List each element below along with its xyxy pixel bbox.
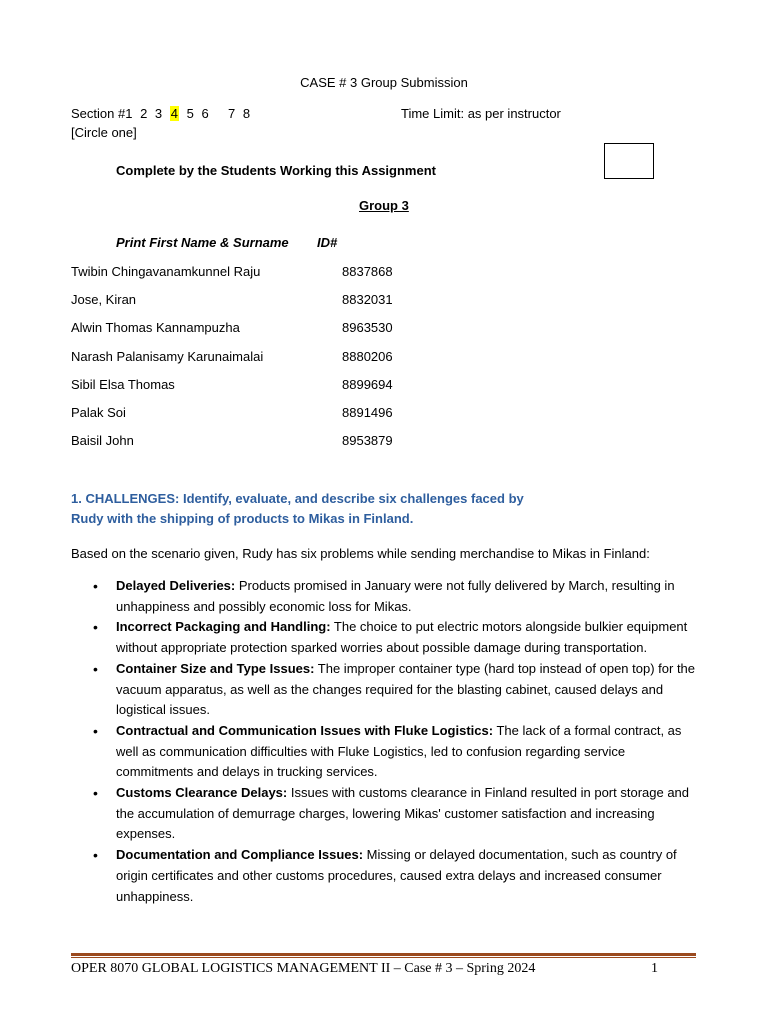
section-option-3: 3: [154, 106, 163, 121]
section-option-8: 8: [242, 106, 251, 121]
member-name: Twibin Chingavanamkunnel Raju: [71, 264, 261, 279]
time-limit: Time Limit: as per instructor: [401, 106, 561, 121]
list-item: [93, 617, 706, 658]
page-number: 1: [651, 961, 658, 976]
list-item: [93, 721, 706, 783]
section-option-7: 7: [227, 106, 236, 121]
member-name: Narash Palanisamy Karunaimalai: [71, 349, 264, 364]
bullet-icon: •: [93, 619, 98, 636]
list-item: [93, 576, 706, 617]
section-option-1: 1: [125, 106, 133, 121]
section-option-2: 2: [140, 106, 148, 121]
column-header-name: Print First Name & Surname: [116, 235, 289, 250]
member-id: 8963530: [342, 320, 393, 335]
challenge-text: The choice to put electric motors alongside bulkier equipment without appropriate protection sparked worries about possible damage during transportation.: [116, 619, 688, 656]
students-heading: Complete by the Students Working this Assignment: [116, 163, 436, 178]
bullet-icon: •: [93, 847, 98, 864]
list-item: [93, 659, 706, 721]
member-name: Jose, Kiran: [71, 292, 137, 307]
challenge-text: The improper container type (hard top instead of open top) for the vacuum apparatus, as well as the changes required for the blasting cabinet, caused delays and logistical issues.: [116, 660, 696, 718]
member-id: 8880206: [342, 349, 393, 364]
bullet-icon: •: [93, 660, 98, 677]
section-label: Section #: [71, 106, 126, 121]
section-selector: [71, 106, 254, 121]
member-id: 8832031: [342, 292, 393, 307]
member-name: Palak Soi: [71, 405, 126, 420]
challenges-intro: Based on the scenario given, Rudy has six problems while sending merchandise to Mikas in Finland:: [71, 546, 650, 561]
member-id: 8953879: [342, 433, 393, 448]
footer-course-line: OPER 8070 GLOBAL LOGISTICS MANAGEMENT II – Case # 3 – Spring 2024: [71, 961, 536, 976]
challenge-title: Incorrect Packaging and Handling:: [116, 619, 331, 635]
circle-one-note: [Circle one]: [71, 125, 137, 140]
challenge-title: Contractual and Communication Issues with Fluke Logistics:: [116, 722, 494, 738]
challenge-text: The lack of a formal contract, as well as communication difficulties with Fluke Logistics, led to confusion regarding service commitments and delays in trucking services.: [116, 722, 682, 780]
grade-box: [604, 143, 654, 179]
case-title: CASE # 3 Group Submission: [300, 75, 468, 90]
challenge-title: Container Size and Type Issues:: [116, 660, 315, 676]
challenge-text: Products promised in January were not fully delivered by March, resulting in unhappiness and possibly economic loss for Mikas.: [116, 578, 675, 614]
challenge-title: Delayed Deliveries:: [116, 578, 236, 593]
section-option-4-highlighted: 4: [170, 106, 179, 121]
footer-rule-thin: [71, 957, 696, 958]
challenges-list: [93, 576, 706, 907]
member-name: Baisil John: [71, 433, 134, 448]
column-header-id: ID#: [317, 235, 338, 250]
section-option-6: 6: [201, 106, 209, 121]
section-option-5: 5: [186, 106, 194, 121]
group-title: Group 3: [359, 198, 409, 213]
challenges-heading: 1. CHALLENGES: Identify, evaluate, and describe six challenges faced by Rudy with the shipping of products to Mikas in Finland.: [71, 491, 524, 526]
bullet-icon: •: [93, 785, 98, 802]
challenge-title: Customs Clearance Delays:: [116, 785, 288, 801]
challenge-title: Documentation and Compliance Issues:: [116, 847, 364, 863]
member-id: 8899694: [342, 377, 393, 392]
member-id: 8837868: [342, 264, 393, 279]
member-name: Alwin Thomas Kannampuzha: [71, 320, 240, 335]
member-id: 8891496: [342, 405, 393, 420]
list-item: [93, 783, 706, 845]
footer-rule-thick: [71, 953, 696, 956]
list-item: [93, 845, 706, 907]
challenge-text: Issues with customs clearance in Finland resulted in port storage and the accumulation of demurrage charges, lowering Mikas' customer satisfaction and increasing expenses.: [116, 785, 690, 842]
member-name: Sibil Elsa Thomas: [71, 377, 175, 392]
bullet-icon: •: [93, 578, 98, 594]
bullet-icon: •: [93, 722, 98, 739]
challenge-text: Missing or delayed documentation, such as country of origin certificates and other customs procedures, caused extra delays and increased consumer unhappiness.: [116, 847, 677, 904]
